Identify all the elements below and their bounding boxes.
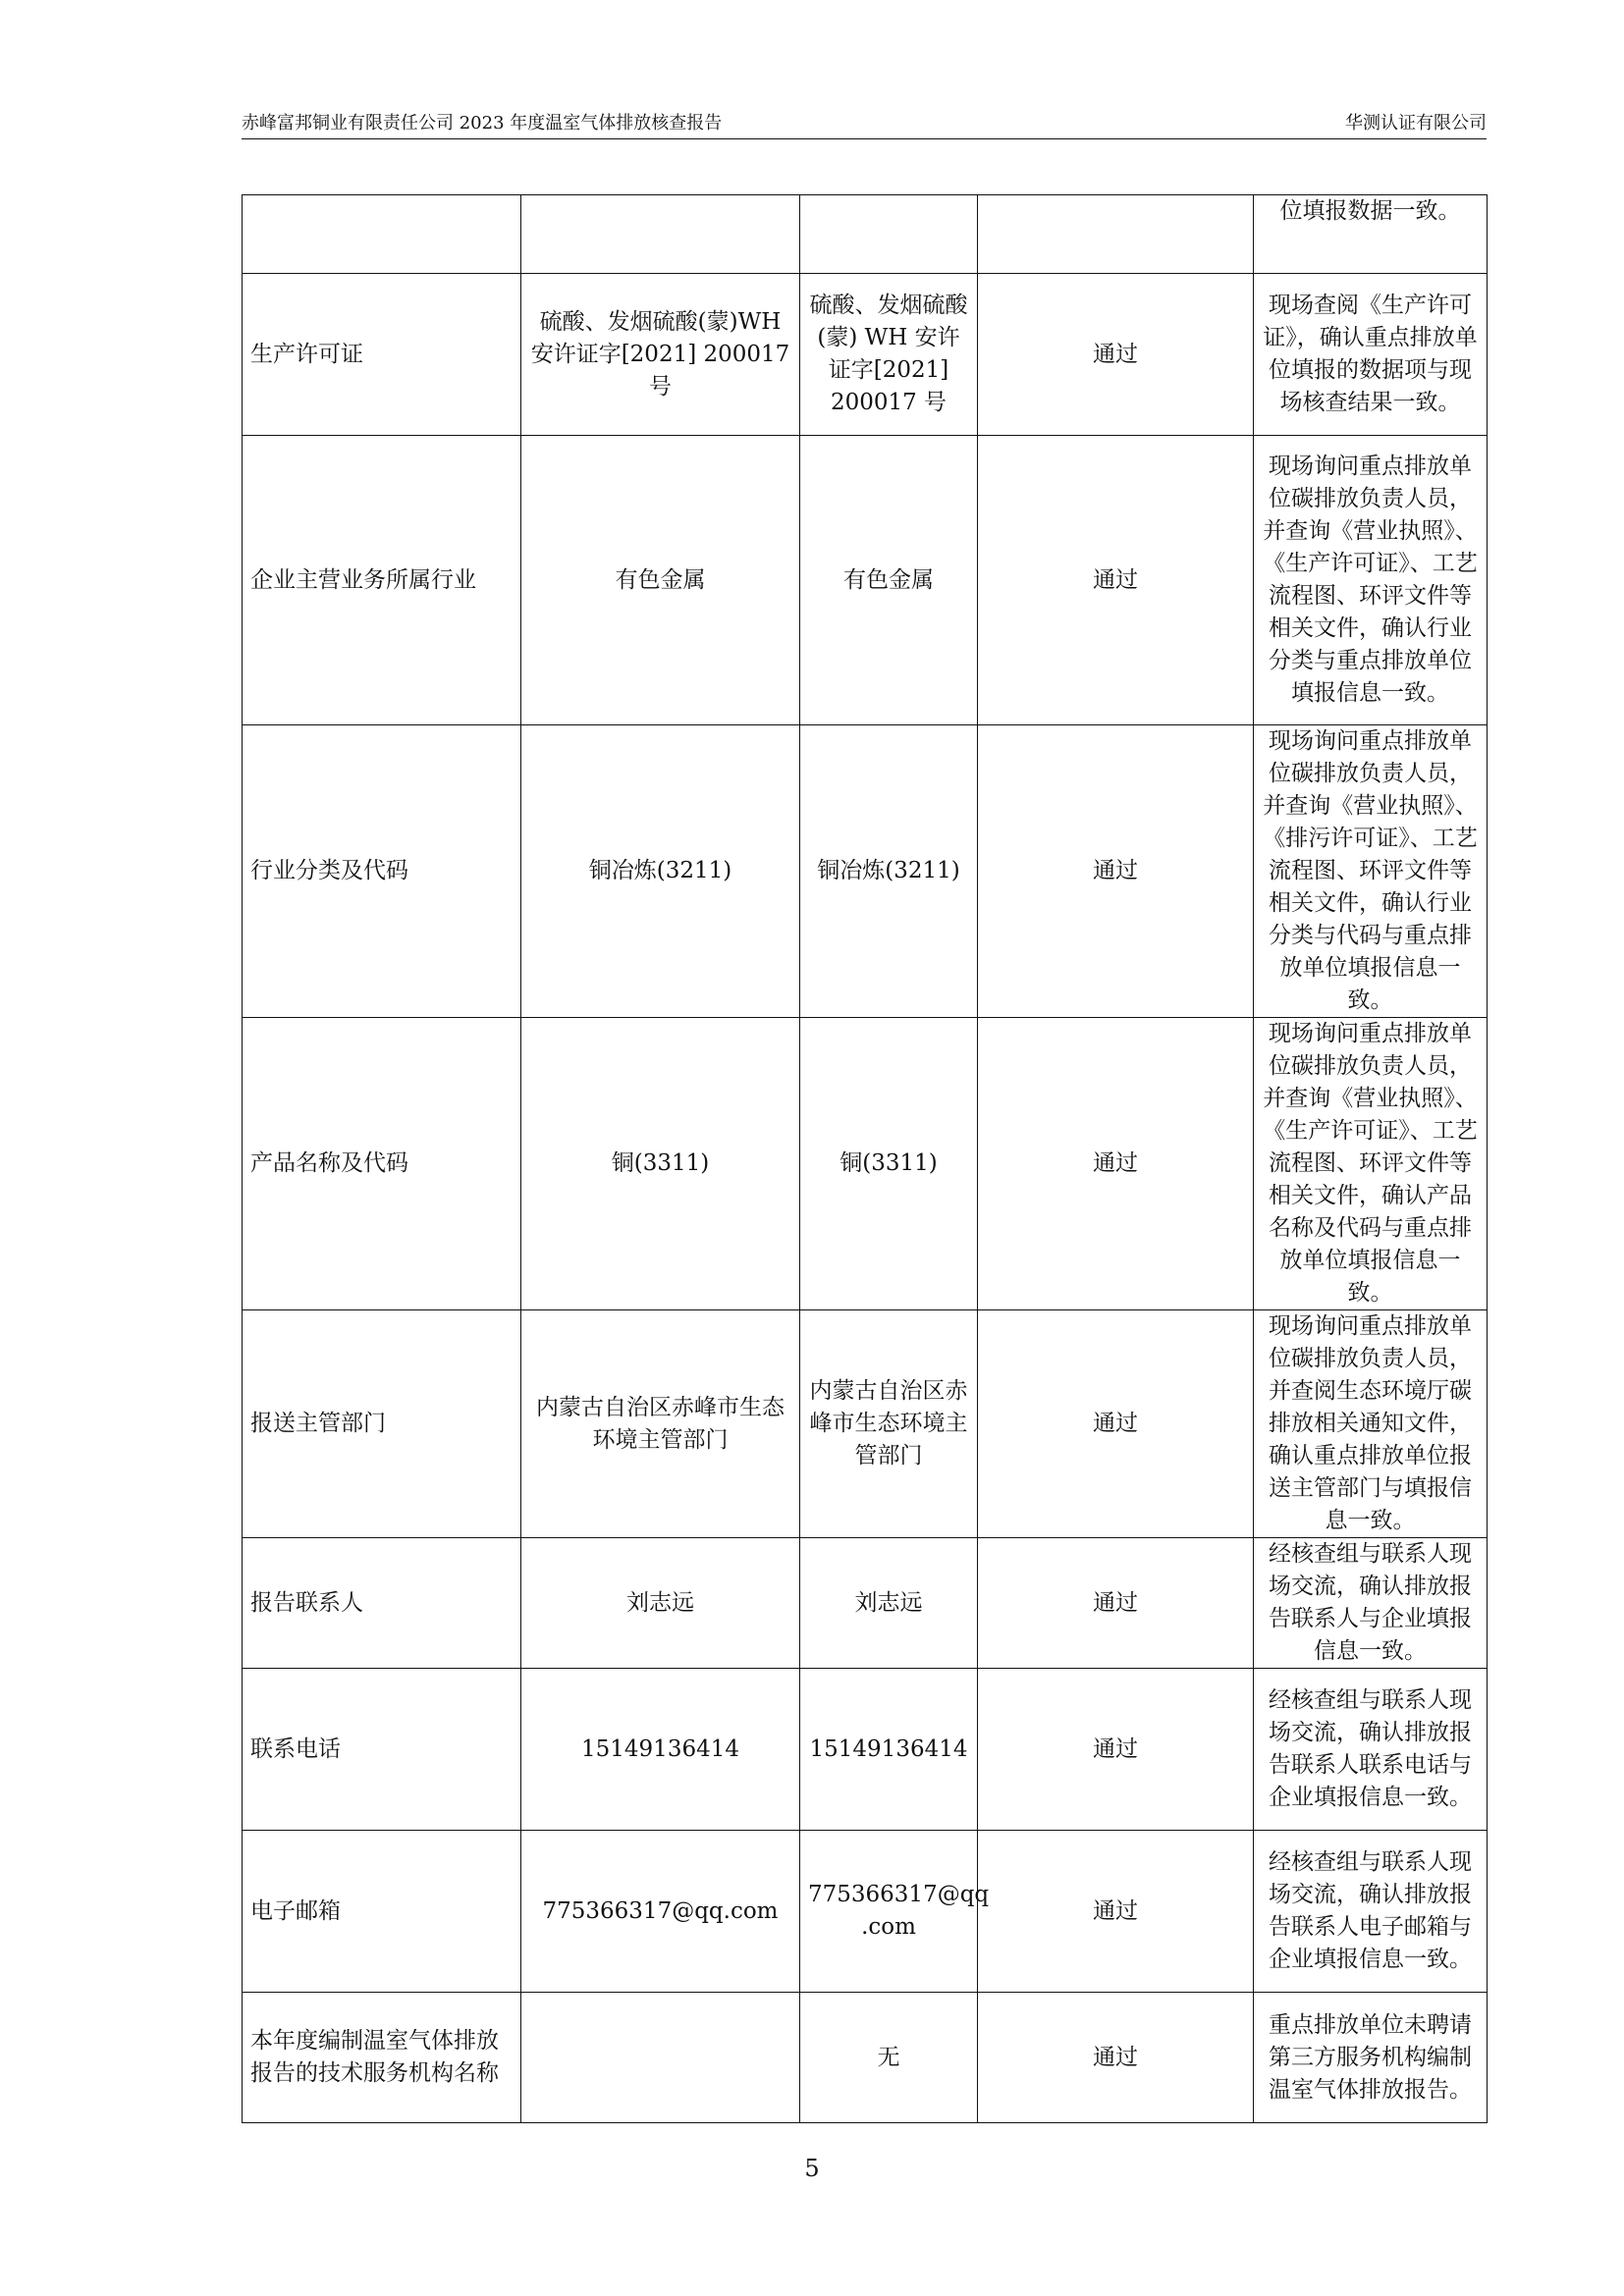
verified-cell: 无: [800, 1993, 978, 2123]
method-cell: 经核查组与联系人现场交流，确认排放报告联系人电子邮箱与企业填报信息一致。: [1254, 1831, 1488, 1993]
item-cell: 企业主营业务所属行业: [243, 436, 521, 725]
item-cell: 行业分类及代码: [243, 725, 521, 1018]
conclusion-cell: 通过: [978, 725, 1254, 1018]
reported-cell: 铜(3311): [521, 1018, 800, 1310]
reported-cell: [521, 195, 800, 274]
table-row: [243, 1831, 1488, 1993]
item-cell: 报告联系人: [243, 1538, 521, 1669]
header-company: 华测认证有限公司: [1345, 113, 1487, 133]
conclusion-cell: 通过: [978, 1669, 1254, 1831]
conclusion-cell: 通过: [978, 1538, 1254, 1669]
item-cell: 报送主管部门: [243, 1310, 521, 1538]
method-cell: 现场询问重点排放单位碳排放负责人员，并查询《营业执照》、《生产许可证》、工艺流程图、环评文件等相关文件，确认行业分类与重点排放单位填报信息一致。: [1254, 436, 1488, 725]
item-cell: 产品名称及代码: [243, 1018, 521, 1310]
reported-cell: 有色金属: [521, 436, 800, 725]
conclusion-cell: 通过: [978, 1310, 1254, 1538]
table-row: [243, 195, 1488, 274]
verification-table: [242, 194, 1488, 2123]
verified-cell: 内蒙古自治区赤峰市生态环境主管部门: [800, 1310, 978, 1538]
method-cell: 重点排放单位未聘请第三方服务机构编制温室气体排放报告。: [1254, 1993, 1488, 2123]
verified-cell: 铜冶炼(3211): [800, 725, 978, 1018]
method-cell: 现场询问重点排放单位碳排放负责人员，并查阅生态环境厅碳排放相关通知文件，确认重点排放单位报送主管部门与填报信息一致。: [1254, 1310, 1488, 1538]
reported-cell: 内蒙古自治区赤峰市生态环境主管部门: [521, 1310, 800, 1538]
table-row: [243, 725, 1488, 1018]
method-cell: 位填报数据一致。: [1254, 195, 1488, 274]
item-cell: 联系电话: [243, 1669, 521, 1831]
header-title: 赤峰富邦铜业有限责任公司 2023 年度温室气体排放核查报告: [242, 113, 723, 133]
method-cell: 现场询问重点排放单位碳排放负责人员，并查询《营业执照》、《生产许可证》、工艺流程图、环评文件等相关文件，确认产品名称及代码与重点排放单位填报信息一致。: [1254, 1018, 1488, 1310]
conclusion-cell: 通过: [978, 274, 1254, 436]
conclusion-cell: [978, 195, 1254, 274]
item-cell: 电子邮箱: [243, 1831, 521, 1993]
verified-cell: 775366317@qq .com: [800, 1831, 978, 1993]
verified-cell: 有色金属: [800, 436, 978, 725]
conclusion-cell: 通过: [978, 1018, 1254, 1310]
verified-cell: 铜(3311): [800, 1018, 978, 1310]
table-row: [243, 274, 1488, 436]
reported-cell: 铜冶炼(3211): [521, 725, 800, 1018]
conclusion-cell: 通过: [978, 1993, 1254, 2123]
verified-cell: 刘志远: [800, 1538, 978, 1669]
reported-cell: 硫酸、发烟硫酸(蒙)WH 安许证字[2021] 200017 号: [521, 274, 800, 436]
page-number: 5: [804, 2155, 820, 2182]
item-cell: 生产许可证: [243, 274, 521, 436]
item-cell: [243, 195, 521, 274]
method-cell: 经核查组与联系人现场交流，确认排放报告联系人与企业填报信息一致。: [1254, 1538, 1488, 1669]
conclusion-cell: 通过: [978, 436, 1254, 725]
method-cell: 现场询问重点排放单位碳排放负责人员，并查询《营业执照》、《排污许可证》、工艺流程图、环评文件等相关文件，确认行业分类与代码与重点排放单位填报信息一致。: [1254, 725, 1488, 1018]
table-row: [243, 1310, 1488, 1538]
verified-cell: 15149136414: [800, 1669, 978, 1831]
table-row: [243, 1538, 1488, 1669]
method-cell: 经核查组与联系人现场交流，确认排放报告联系人联系电话与企业填报信息一致。: [1254, 1669, 1488, 1831]
method-cell: 现场查阅《生产许可证》，确认重点排放单位填报的数据项与现场核查结果一致。: [1254, 274, 1488, 436]
reported-cell: 15149136414: [521, 1669, 800, 1831]
verified-cell: [800, 195, 978, 274]
page-header: [242, 112, 1487, 139]
verified-cell: 硫酸、发烟硫酸(蒙) WH 安许证字[2021] 200017 号: [800, 274, 978, 436]
conclusion-cell: 通过: [978, 1831, 1254, 1993]
table-row: [243, 1669, 1488, 1831]
reported-cell: 775366317@qq.com: [521, 1831, 800, 1993]
item-cell: 本年度编制温室气体排放报告的技术服务机构名称: [243, 1993, 521, 2123]
reported-cell: [521, 1993, 800, 2123]
reported-cell: 刘志远: [521, 1538, 800, 1669]
table-row: [243, 1018, 1488, 1310]
table-row: [243, 1993, 1488, 2123]
table-row: [243, 436, 1488, 725]
